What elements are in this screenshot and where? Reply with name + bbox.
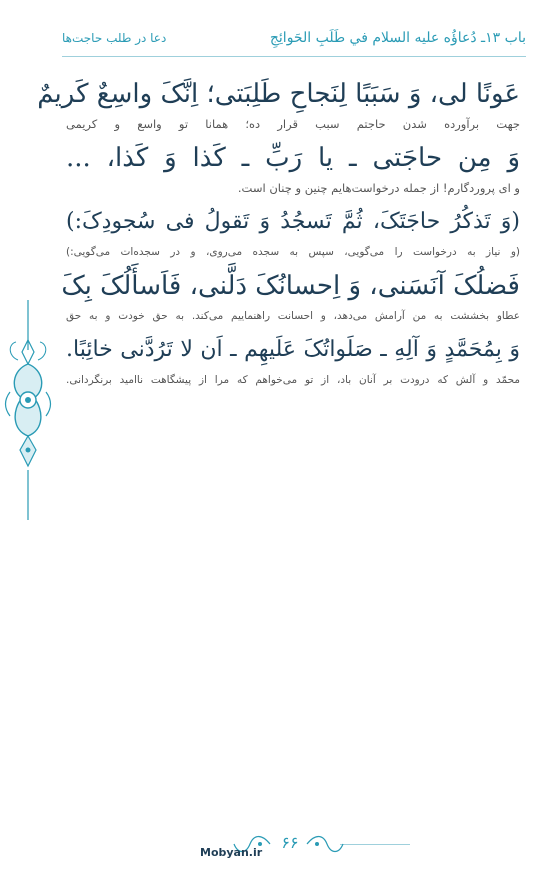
arabic-line: وَ بِمُحَمَّدٍ وَ آلِهِ ـ صَلَواتُکَ عَلَیهِم ـ اَن لا تَرُدَّنی خائِبًا. [66,337,520,362]
translation-line: جهت برآورده شدن حاجتم سبب قرار ده؛ همانا تو واسع و کریمی [66,117,520,131]
passage-5 [66,330,520,390]
translation-line: (و نیاز به درخواست را می‌گویی، سپس به سجده می‌روی، و در سجده‌ات می‌گویی:) [66,246,520,258]
footer-rule-right [340,844,410,845]
arabic-line: فَضلُکَ آنَسَنی، وَ اِحسانُکَ دَلَّنی، فَاَسأَلُکَ بِکَ [61,271,520,301]
translation-line: و ای پروردگارم! از جمله درخواست‌هایم چنین و چنان است. [237,181,520,195]
translation-line: عطاو بخششت به من آرامش می‌دهد، و احسانت راهنماییم می‌کند. به حق خودت و به حق [66,310,520,322]
arabic-line: (وَ تَذکُرُ حاجَتَکَ، ثُمَّ تَسجُدُ وَ تَقولُ فی سُجودِکَ:) [66,209,520,234]
arabic-line: عَونًا لی، وَ سَبَبًا لِنَجاحِ طَلِبَتی؛ اِنَّکَ واسِعٌ کَریمٌ [37,79,520,109]
translation-line: محمّد و آلش که درودت بر آنان باد، از تو می‌خواهم که مرا از پیشگاهت ناامید برنگردانی. [66,374,520,386]
page-content [37,74,520,394]
passage-3 [66,202,520,262]
passage-1 [37,74,520,134]
flourish-right-icon [305,832,345,856]
side-ornament-icon [4,300,52,520]
page-footer [0,830,540,860]
page-number: ۶۶ [281,833,299,852]
chapter-title: باب ۱۳ـ دُعاؤُه عليه السلام في طَلَبِ الحَوائِجِ [269,30,526,46]
page-header [62,20,526,57]
arabic-line: وَ مِن حاجَتی ـ یا رَبِّ ـ کَذا وَ کَذا، ... [66,143,520,173]
section-subject: دعا در طلب حاجت‌ها [62,31,167,45]
passage-4 [61,266,520,326]
site-watermark: Mobyan.ir [200,846,263,859]
passage-2 [66,138,520,198]
